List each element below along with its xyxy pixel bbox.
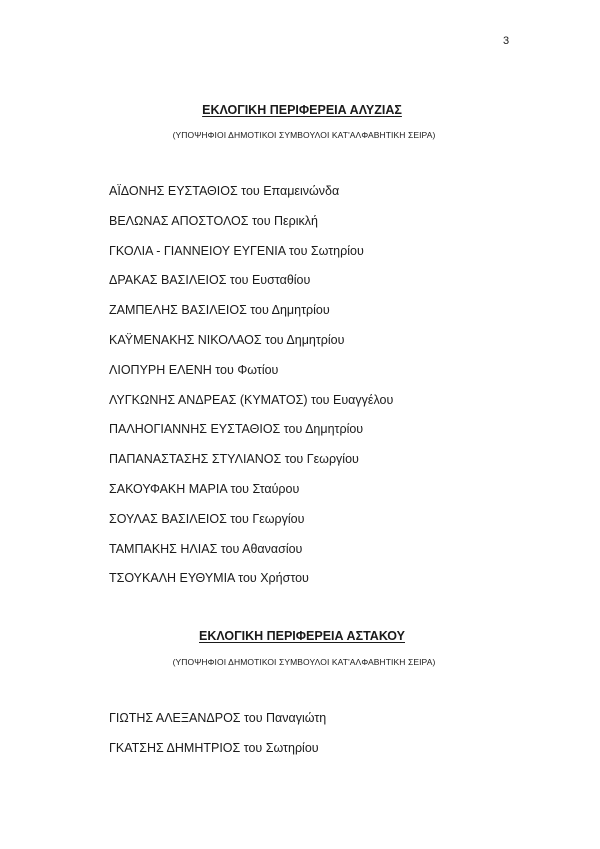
candidate-name: ΣΟΥΛΑΣ ΒΑΣΙΛΕΙΟΣ του Γεωργίου: [109, 511, 305, 526]
candidate-name: ΠΑΠΑΝΑΣΤΑΣΗΣ ΣΤΥΛΙΑΝΟΣ του Γεωργίου: [109, 452, 359, 467]
candidate-name: ΛΥΓΚΩΝΗΣ ΑΝΔΡΕΑΣ (ΚΥΜΑΤΟΣ) του Ευαγγέλου: [109, 392, 394, 407]
candidate-name: ΓΙΩΤΗΣ ΑΛΕΞΑΝΔΡΟΣ του Παναγιώτη: [109, 711, 327, 725]
candidate-name: ΒΕΛΩΝΑΣ ΑΠΟΣΤΟΛΟΣ του Περικλή: [109, 213, 318, 228]
candidate-name: ΓΚΑΤΣΗΣ ΔΗΜΗΤΡΙΟΣ του Σωτηρίου: [109, 740, 319, 755]
candidate-list: [109, 710, 326, 770]
candidate-name: ΤΑΜΠΑΚΗΣ ΗΛΙΑΣ του Αθανασίου: [109, 541, 303, 556]
section-subtitle: (ΥΠΟΨΗΦΙΟΙ ΔΗΜΟΤΙΚΟΙ ΣΥΜΒΟΥΛΟΙ ΚΑΤ'ΑΛΦΑΒΗΤΙΚΗ ΣΕΙΡΑ): [172, 130, 436, 140]
candidate-list: [109, 183, 393, 600]
candidate-name: ΖΑΜΠΕΛΗΣ ΒΑΣΙΛΕΙΟΣ του Δημητρίου: [109, 303, 330, 318]
candidate-name: ΣΑΚΟΥΦΑΚΗ ΜΑΡΙΑ του Σταύρου: [109, 481, 300, 496]
candidate-name: ΑΪΔΟΝΗΣ ΕΥΣΤΑΘΙΟΣ του Επαμεινώνδα: [109, 184, 340, 198]
candidate-name: ΓΚΟΛΙΑ - ΓΙΑΝΝΕΙΟΥ ΕΥΓΕΝΙΑ του Σωτηρίου: [109, 243, 364, 258]
candidate-name: ΠΑΛΗΟΓΙΑΝΝΗΣ ΕΥΣΤΑΘΙΟΣ του Δημητρίου: [109, 422, 364, 437]
candidate-name: ΛΙΟΠΥΡΗ ΕΛΕΝΗ του Φωτίου: [109, 362, 279, 377]
candidate-name: ΔΡΑΚΑΣ ΒΑΣΙΛΕΙΟΣ του Ευσταθίου: [109, 273, 311, 288]
page-number: 3: [503, 35, 510, 47]
candidate-name: ΚΑΫΜΕΝΑΚΗΣ ΝΙΚΟΛΑΟΣ του Δημητρίου: [109, 332, 345, 347]
candidate-name: ΤΣΟΥΚΑΛΗ ΕΥΘΥΜΙΑ του Χρήστου: [109, 571, 309, 586]
section-subtitle: (ΥΠΟΨΗΦΙΟΙ ΔΗΜΟΤΙΚΟΙ ΣΥΜΒΟΥΛΟΙ ΚΑΤ'ΑΛΦΑΒΗΤΙΚΗ ΣΕΙΡΑ): [172, 657, 436, 667]
section-title: ΕΚΛΟΓΙΚΗ ΠΕΡΙΦΕΡΕΙΑ ΑΛΥΖΙΑΣ: [202, 103, 402, 117]
section-title: ΕΚΛΟΓΙΚΗ ΠΕΡΙΦΕΡΕΙΑ ΑΣΤΑΚΟΥ: [199, 629, 405, 643]
